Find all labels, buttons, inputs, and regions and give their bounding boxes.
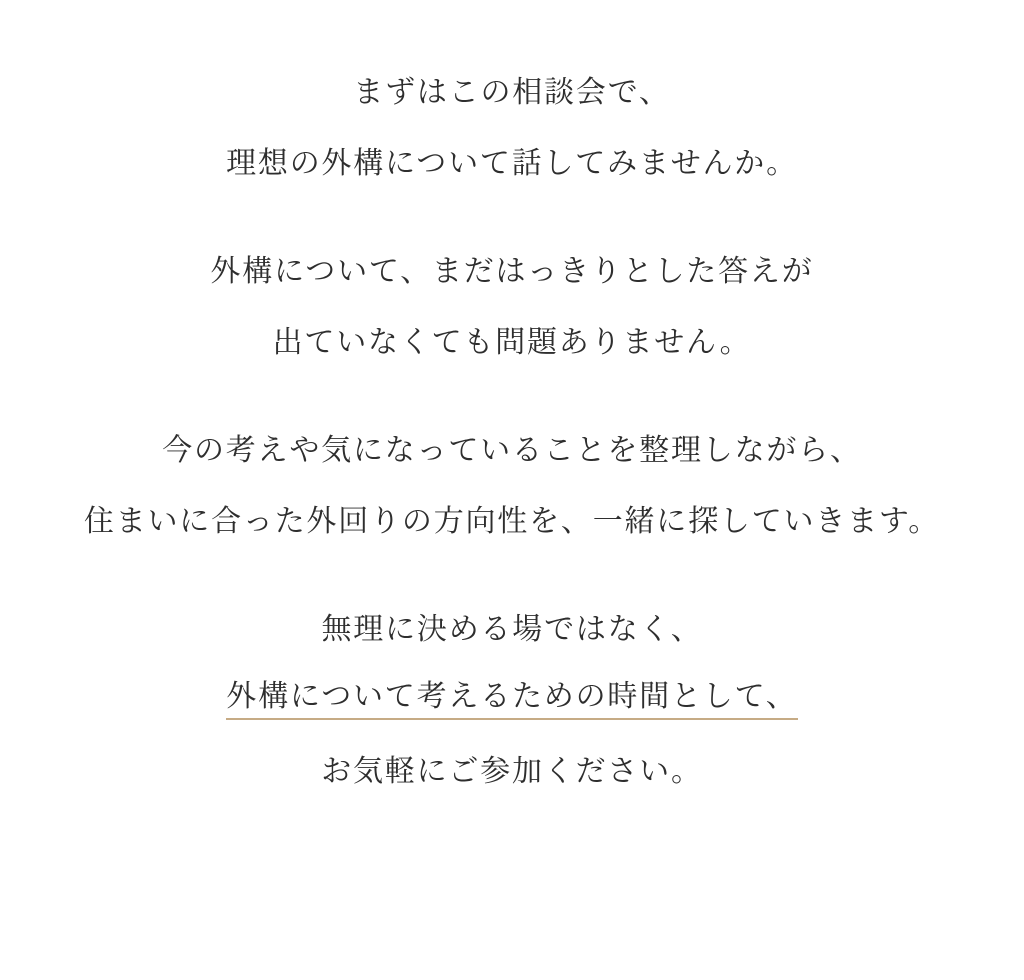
text-line-wrap xyxy=(40,257,984,287)
paragraph-invitation xyxy=(40,615,984,787)
text-line: 住まいに合った外回りの方向性を、一緒に探していきます。 xyxy=(83,505,941,538)
text-line-wrap xyxy=(40,149,984,179)
paragraph-approach xyxy=(40,436,984,537)
text-line-highlighted: 外構について考えるための時間として、 xyxy=(226,682,797,720)
text-line: 理想の外構について話してみませんか。 xyxy=(226,147,798,180)
paragraph-reassurance xyxy=(40,257,984,358)
text-line-wrap xyxy=(40,78,984,108)
paragraph-intro xyxy=(40,78,984,179)
text-line: 出ていなくても問題ありません。 xyxy=(272,326,752,359)
text-line-wrap xyxy=(40,615,984,645)
text-line-wrap xyxy=(40,328,984,358)
text-line: 無理に決める場ではなく、 xyxy=(321,613,703,646)
text-line-wrap xyxy=(40,507,984,537)
text-line-wrap xyxy=(40,682,984,720)
text-line: 今の考えや気になっていることを整理しながら、 xyxy=(162,434,862,467)
text-line: お気軽にご参加ください。 xyxy=(321,755,703,788)
text-line-wrap xyxy=(40,757,984,787)
text-line: 外構について、まだはっきりとした答えが xyxy=(210,255,814,288)
text-line: まずはこの相談会で、 xyxy=(353,76,671,109)
text-line-wrap xyxy=(40,436,984,466)
